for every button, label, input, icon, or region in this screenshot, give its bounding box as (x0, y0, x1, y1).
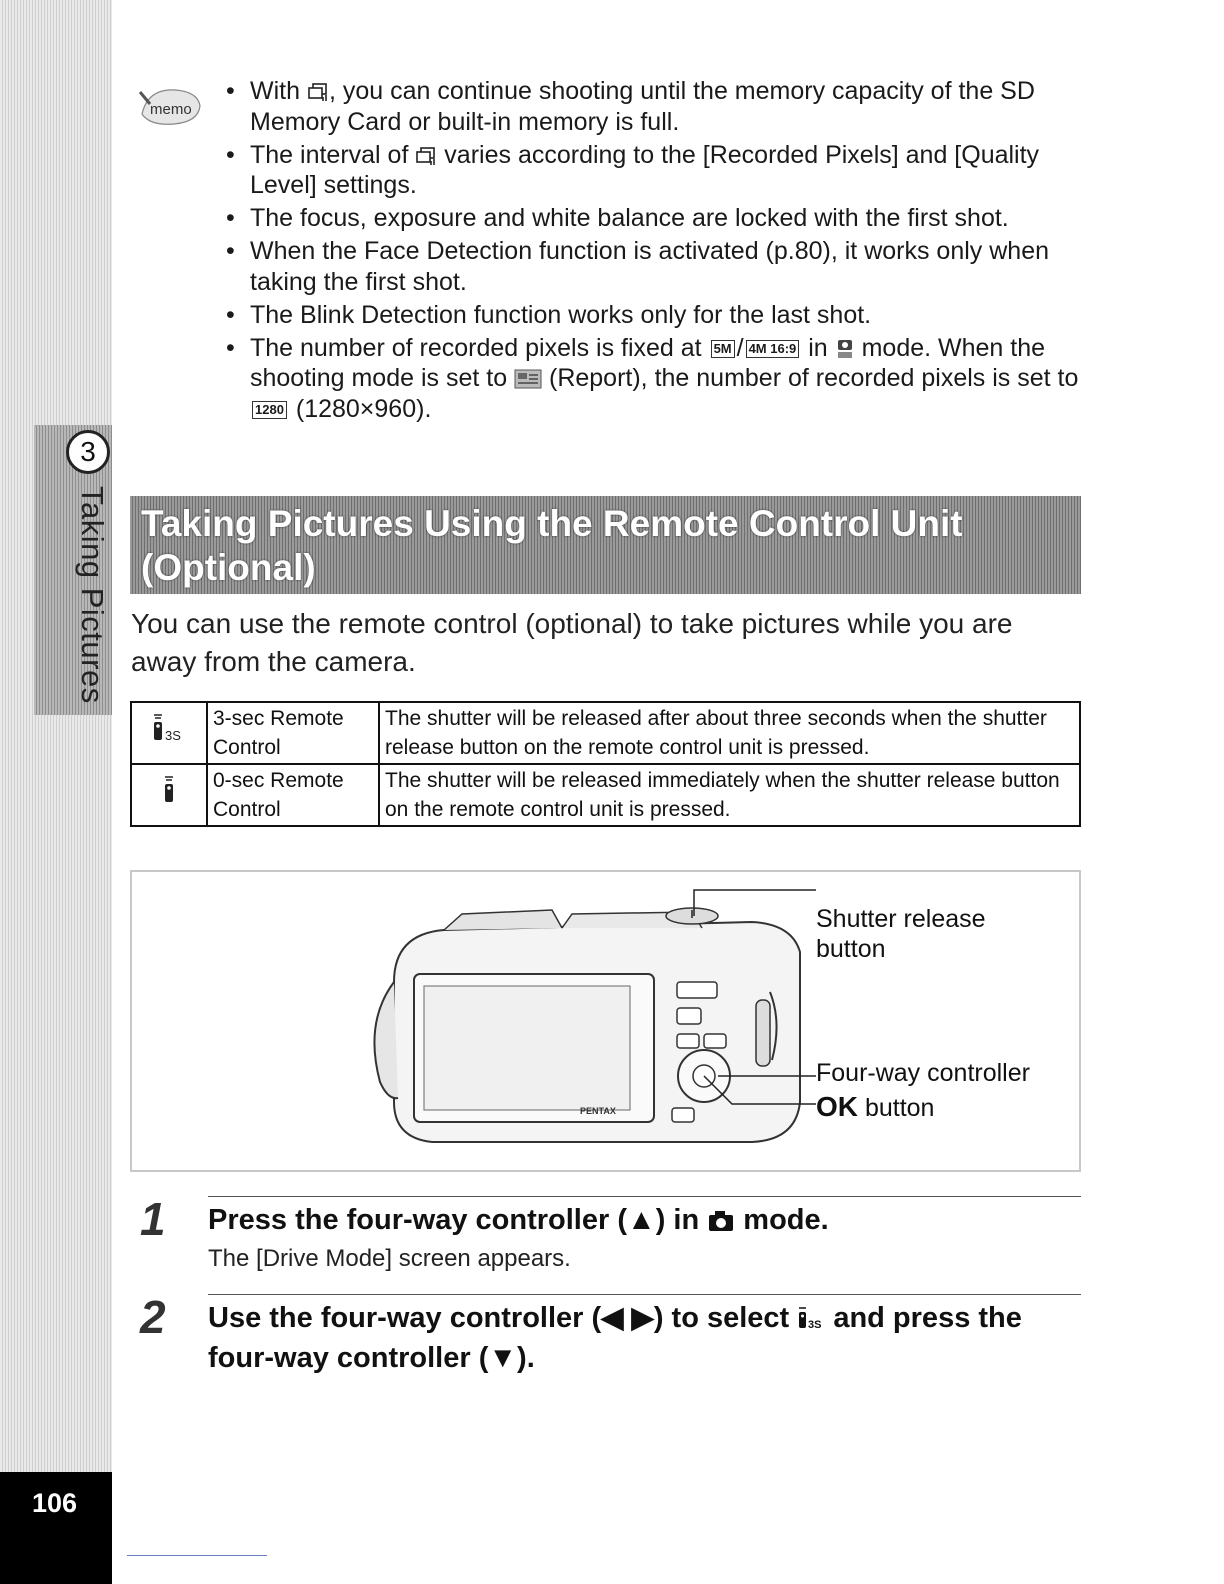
four-way-controller-label: Four-way controller (816, 1059, 1030, 1087)
recorded-pixels-1280-icon: 1280 (252, 401, 287, 419)
memo-item: • The focus, exposure and white balance are locked with the first shot. (226, 203, 1086, 234)
ok-button-label: OK button (816, 1091, 935, 1122)
step-title: Press the four-way controller (▲) in mode. (208, 1204, 829, 1236)
memo-list (226, 76, 1086, 427)
mode-description: The shutter will be released after about three seconds when the shutter release button on the remote control unit is pressed. (379, 702, 1080, 764)
table-row (131, 764, 1080, 826)
section-title: Taking Pictures Using the Remote Control Unit (Optional) (141, 503, 963, 588)
chapter-title: Taking Pictures (75, 486, 110, 704)
step-number: 2 (140, 1291, 166, 1343)
brand-label: PENTAX (580, 1106, 616, 1116)
memo-icon (136, 84, 206, 128)
section-intro: You can use the remote control (optional) to take pictures while you are away from the camera. (131, 608, 1013, 677)
shutter-release-label: Shutter release button (816, 905, 986, 963)
remote-0sec-icon (149, 774, 189, 808)
table-row (131, 702, 1080, 764)
mode-name: 0-sec Remote Control (207, 764, 379, 826)
footer-rule (127, 1555, 267, 1556)
step-description: The [Drive Mode] screen appears. (208, 1245, 571, 1272)
memo-item: • The number of recorded pixels is fixed at 5M / 4M 16:9 in mode. When the shooting mode is set to (Report), the number of recorded pixels is set to 1280 (1280×960). (226, 333, 1086, 425)
report-mode-icon (514, 368, 542, 390)
camera-figure (130, 870, 1081, 1172)
digital-sr-mode-icon (835, 338, 855, 360)
page-number: 106 (32, 1488, 78, 1518)
step-divider (208, 1196, 1081, 1197)
step-divider (208, 1294, 1081, 1295)
svg-text:3S: 3S (808, 1319, 822, 1332)
svg-text:3S: 3S (165, 728, 181, 743)
chapter-number: 3 (66, 430, 110, 474)
step-title: Use the four-way controller (◀ ▶) to select 3S and press the four-way controller (▼). (208, 1302, 1022, 1374)
memo-item: • The Blink Detection function works only for the last shot. (226, 300, 1086, 331)
continuous-shooting-icon (415, 146, 437, 166)
recorded-pixels-4m-icon: 4M 16:9 (746, 340, 800, 358)
memo-item: • The interval of varies according to the [Recorded Pixels] and [Quality Level] settings. (226, 140, 1086, 201)
mode-description: The shutter will be released immediately when the shutter release button on the remote control unit is pressed. (379, 764, 1080, 826)
step-number: 1 (140, 1193, 166, 1245)
continuous-shooting-icon (307, 82, 329, 102)
mode-name: 3-sec Remote Control (207, 702, 379, 764)
memo-item: • When the Face Detection function is activated (p.80), it works only when taking the first shot. (226, 236, 1086, 297)
remote-3sec-icon (149, 712, 189, 746)
chapter-sidebar (0, 0, 112, 1584)
recorded-pixels-5m-icon: 5M (711, 340, 735, 358)
memo-item: • With , you can continue shooting until the memory capacity of the SD Memory Card or built-in memory is full. (226, 76, 1086, 137)
remote-3sec-icon (797, 1306, 825, 1332)
camera-icon (707, 1209, 735, 1233)
remote-mode-table (130, 701, 1081, 827)
svg-text:memo: memo (150, 101, 192, 118)
